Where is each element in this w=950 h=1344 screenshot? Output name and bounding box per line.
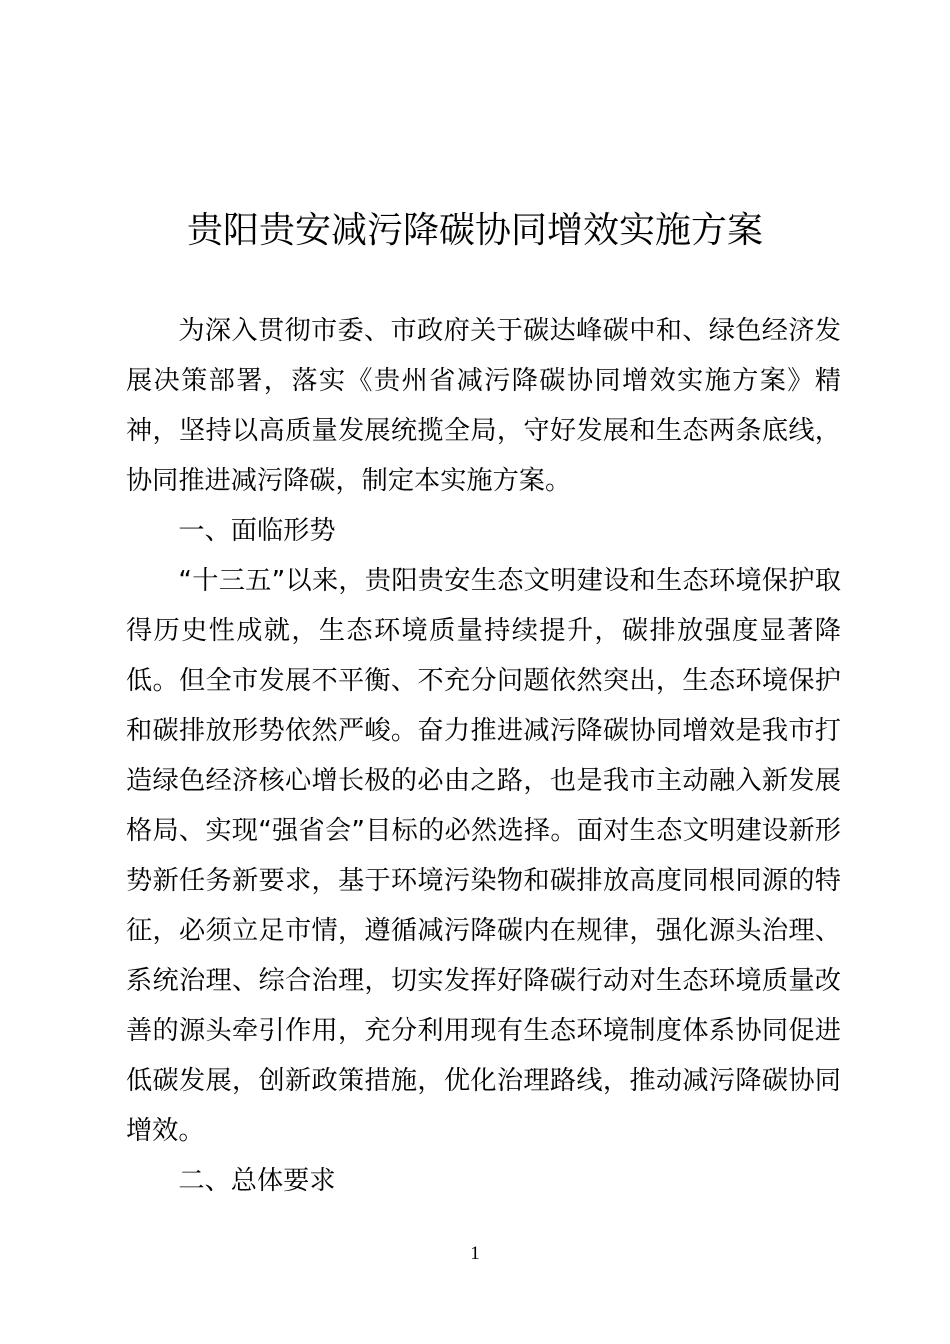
document-title: 贵阳贵安减污降碳协同增效实施方案 [186,210,763,251]
section-1-paragraph: “十三五”以来，贵阳贵安生态文明建设和生态环境保护取得历史性成就，生态环境质量持续提升，碳排放强度显著降低。但全市发展不平衡、不充分问题依然突出，生态环境保护和碳排放形势依然严峻。奋力推进减污降碳协同增效是我市打造绿色经济核心增长极的必由之路，也是我市主动融入新发展格局、实现“强省会”目标的必然选择。面对生态文明建设新形势新任务新要求，基于环境污染物和碳排放高度同根同源的特征，必须立足市情，遵循减污降碳内在规律，强化源头治理、系统治理、综合治理，切实发挥好降碳行动对生态环境质量改善的源头牵引作用，充分利用现有生态环境制度体系协同促进低碳发展，创新政策措施，优化治理路线，推动减污降碳协同增效。 [126,566,841,1146]
document-body [126,306,841,1206]
section-heading-2: 二、总体要求 [178,1166,336,1196]
page-number: 1 [470,1243,480,1264]
section-heading-1: 一、面临形势 [178,516,336,546]
intro-paragraph: 为深入贯彻市委、市政府关于碳达峰碳中和、绿色经济发展决策部署，落实《贵州省减污降碳协同增效实施方案》精神，坚持以高质量发展统揽全局，守好发展和生态两条底线，协同推进减污降碳，制定本实施方案。 [126,316,841,496]
